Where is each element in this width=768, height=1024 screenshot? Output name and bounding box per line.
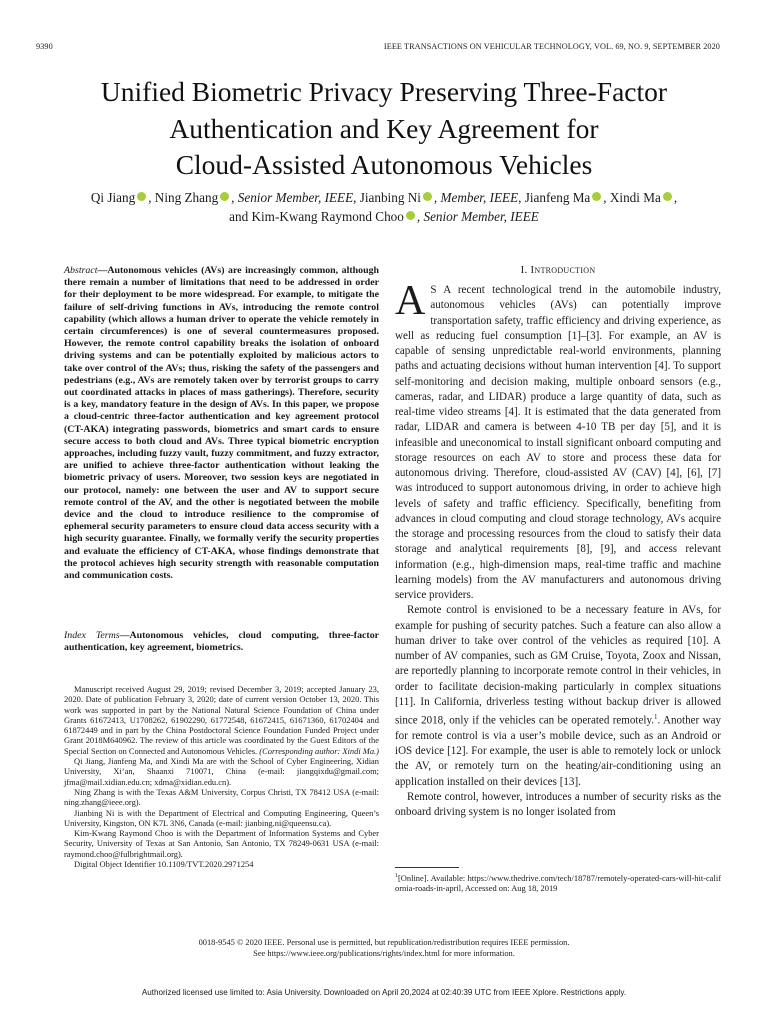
paragraph-text: S A recent technological trend in the automobile industry, autonomous vehicles (AVs) can potentially improve transportation safety, traffic efficiency and driving experience, as well as reducing fuel consumption [1]–[3]. For example, an AV is capable of sensing unpredictable real-world environments, planning paths and actuating decisions without human intervention [4]. To support self-monitoring and decision making, multiple onboard sensors (e.g., cameras, radar, and LIDAR) produce a large quantity of data, such as real-time video streams [4]. It is estimated that the data generated from radar, LIDAR and camera is between 4-10 TB per day [5], and it is infeasible and uneconomical to install significant onboard computing and storage resources on each AV to store and process these data for autonomous driving. Therefore, cloud-assisted AV (CAV) [4], [6], [7] was introduced to support autonomous driving, in order to achieve high levels of safety and traffic efficiency. Specifically, benefiting from advances in cloud computing and cloud storage technology, AVs acquire the storage and processing resources from the cloud to satisfy their data storage and analytical requirements [8], [9], and access relevant information (e.g., high-dimension maps, real-time traffic and machine learning models) from the AV manufacturers and autonomous driving service providers. [395,284,721,601]
affiliation-note: Ning Zhang is with the Texas A&M University, Corpus Christi, TX 78412 USA (e-mail: ning.zhang@ieee.org). [64,786,379,808]
paragraph: Remote control, however, introduces a number of security risks as the onboard driving system is no longer isolated from [395,790,721,819]
orcid-icon[interactable] [592,192,601,201]
section-numeral: I. [520,264,531,276]
copyright-line: 0018-9545 © 2020 IEEE. Personal use is permitted, but republication/redistribution requires IEEE permission. [198,938,570,947]
paragraph-text: Remote control is envisioned to be a necessary feature in AVs, for example for pushing of security patches. Such a feature can also allow a human driver to take over control of the vehicles as required [10]. A number of AV companies, such as GM Cruise, Toyota, Zoox and Nissan, are reportedly planning to incorporate remote control in their vehicles, in order to facilitate decision-making particularly in complex situations [11]. In California, driverless testing without backup driver is allowed since 2018, only if the vehicles can be operated remotely. [395,604,721,727]
footnote-rule [395,867,459,868]
orcid-icon[interactable] [423,192,432,201]
orcid-icon[interactable] [220,192,229,201]
author-role: , Member, IEEE [433,190,519,205]
affiliation-note: Kim-Kwang Raymond Choo is with the Department of Information Systems and Cyber Security, University of Texas at San Antonio, San Antonio, TX 78249-0631 USA (e-mail: raymond.choo@fulbrightmail.org). [64,828,379,859]
journal-title: IEEE TRANSACTIONS ON VEHICULAR TECHNOLOGY, VOL. 69, NO. 9, SEPTEMBER 2020 [383,42,720,51]
affiliation-note: Qi Jiang, Jianfeng Ma, and Xindi Ma are with the School of Cyber Engineering, Xidian University, Xi’an, Shaanxi 710071, China (e-mail: jiangqixdu@gmail.com; jfma@mail.xidian.edu.cn; xdma@xidian.edu.cn). [64,756,379,787]
license-stamp: Authorized licensed use limited to: Asia University. Downloaded on April 20,2024 at 02:40:39 UTC from IEEE Xplore. Restrictions apply. [141,988,627,997]
author-separator: , [673,190,678,205]
index-terms [64,630,379,654]
abstract [64,265,379,582]
index-terms-label: Index Terms [64,630,120,641]
author-name: , Jianbing Ni [353,190,421,205]
author-name: , Ning Zhang [148,190,219,205]
abstract-label: Abstract [64,265,98,276]
author-list [40,189,728,226]
author-name: , Xindi Ma [603,190,661,205]
drop-cap: A [395,278,426,324]
author-line-1 [40,189,728,208]
index-terms-text: —Autonomous vehicles, cloud computing, three-factor authentication, key agreement, biometrics. [64,630,380,654]
manuscript-note [64,684,379,756]
footnote-number: 1 [395,873,398,879]
author-name: , Jianfeng Ma [518,190,591,205]
first-page-footnotes [64,684,379,869]
footnote [395,871,721,893]
section-heading [395,264,721,276]
paragraph-text: . Another way for remote control is via a user’s mobile device, such as an Android or iOS device [12]. For example, the user is able to remotely lock or unlock the AV, or remotely turn on the heating/air-conditioning using an application installed on their devices [13]. [395,714,722,788]
author-name: and Kim-Kwang Raymond Choo [229,208,404,224]
orcid-icon[interactable] [137,192,146,201]
section-title: Introduction [530,264,596,276]
affiliation-note: Jianbing Ni is with the Department of Electrical and Computing Engineering, Queen’s University, Kingston, ON K7L 3N6, Canada (e-mail: jianbing.ni@queensu.ca). [64,807,379,828]
rights-link[interactable]: See https://www.ieee.org/publications/rights/index.html for more information. [253,949,515,958]
corresponding-author: (Corresponding author: Xindi Ma.) [259,745,379,756]
manuscript-note-text: Manuscript received August 29, 2019; revised December 3, 2019; accepted January 23, 2020. Date of publication February 3, 2020; date of current version October 13, 2020. This work was supported in part by the National Natural Science Foundation of China under Grants 61672413, U1708262, 61902290, 61772548, 61672415, 61671360, 61702404 and 61872449 and in part by the China Postdoctoral Science Foundation Funded Project under Grant 2018M640962. The review of this article was coordinated by the Guest Editors of the Special Section on Connected and Autonomous Vehicles. [64,684,379,756]
author-role: , Senior Member, IEEE [231,190,354,205]
footnote-marker[interactable]: 1 [654,713,658,721]
orcid-icon[interactable] [406,211,415,220]
title-line-2: Authentication and Key Agreement for [169,112,599,144]
author-role: , Senior Member, IEEE [416,208,539,224]
abstract-text: —Autonomous vehicles (AVs) are increasingly common, although there remain a number of limitations that need to be addressed in order for their deployment to be more widespread. For example, to mitigate the failure of self-driving functions in AVs, introducing the remote control capability (which allows a human driver to operate the vehicle remotely in certain circumferences) is one of several countermeasures proposed. However, the remote control capability breaks the isolation of onboard driving systems and can be potentially exploited by malicious actors to take over control of the AVs; thus, risking the safety of the passengers and pedestrians (e.g., AVs are remotely taken over by terrorist groups to carry out coordinated attacks in places of mass gatherings). Therefore, security is a key, mandatory feature in the design of AVs. In this paper, we propose a cloud-centric three-factor authentication and key agreement protocol (CT-AKA) integrating passwords, biometrics and smart cards to ensure secure access to both cloud and AVs. Three typical biometric encryption approaches, including fuzzy vault, fuzzy commitment, and fuzzy extractor, are unified to achieve three-factor authentication without leaking the biometric privacy of users. Moreover, two session keys are negotiated in our protocol, namely: one between the user and AV to support secure remote control of the AV, and the other is negotiated between the mobile device and the cloud to introduce resilience to the compromise of ephemeral security parameters to ensure cloud data access security with a high security guarantee. Finally, we formally verify the security properties and evaluate the efficiency of CT-AKA, whose findings demonstrate that the protocol achieves high security strength with reasonable computation and communication costs. [64,265,379,582]
footnote-text[interactable]: [Online]. Available: https://www.thedrive.com/tech/18787/remotely-operated-cars-will-hit-calif ornia-roads-in-april, Accessed on: Aug 18, 2019 [395,872,721,894]
paragraph [395,603,721,790]
paper-title [40,74,728,184]
orcid-icon[interactable] [663,192,672,201]
doi-note[interactable]: Digital Object Identifier 10.1109/TVT.2020.2971254 [74,859,254,870]
title-line-1: Unified Biometric Privacy Preserving Three-Factor [100,76,668,107]
author-line-2 [40,208,728,227]
title-line-3: Cloud-Assisted Autonomous Vehicles [175,149,593,180]
author-name: Qi Jiang [90,190,136,205]
copyright-notice [40,937,728,959]
page-number: 9390 [36,42,53,51]
paragraph [395,278,721,603]
introduction-body [395,278,722,820]
